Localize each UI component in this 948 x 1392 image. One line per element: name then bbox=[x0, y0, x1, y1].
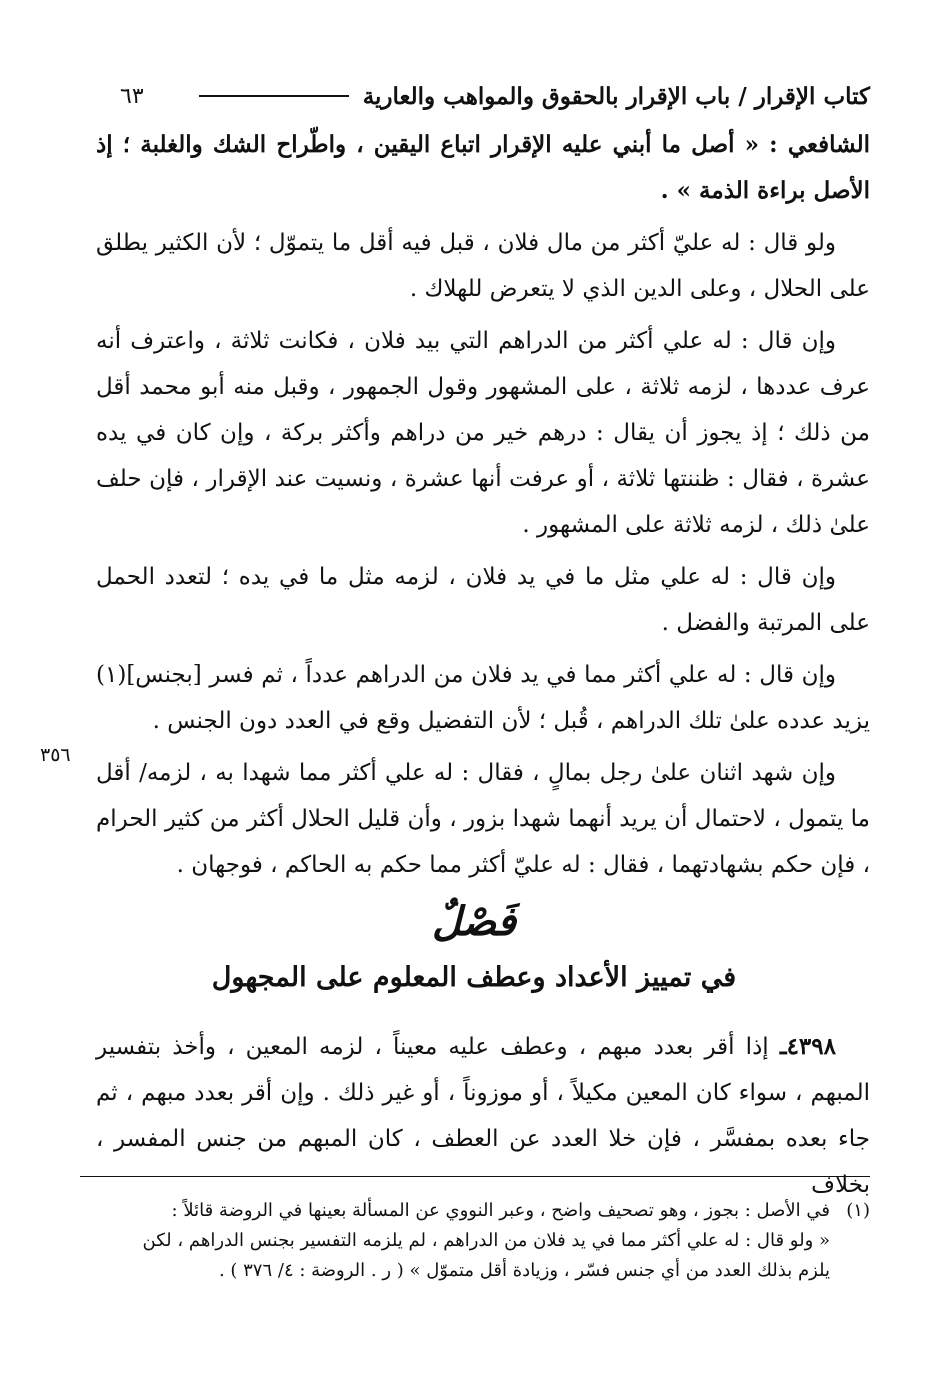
fasl-ornament: فَصْلٌ bbox=[431, 898, 517, 945]
section-text bbox=[96, 1024, 870, 1208]
paragraph-text: إذا أقر بعدد مبهم ، وعطف عليه معيناً ، لزمه المعين ، وأخذ بتفسير المبهم ، سواء كان المعين مكيلاً ، أو موزوناً ، أو غير ذلك . وإن أقر بعدد مبهم ، ثم جاء بعده بمفسَّر ، فإن خلا العدد عن العطف ، كان المبهم من جنس المفسر ، بخلاف bbox=[96, 1034, 870, 1198]
header-rule bbox=[199, 95, 349, 97]
paragraph: ولو قال : له عليّ أكثر من مال فلان ، قبل فيه أقل ما يتموّل ؛ لأن الكثير يطلق على الحلال ، وعلى الدين الذي لا يتعرض للهلاك . bbox=[96, 230, 870, 302]
footnote-line: في الأصل : بجوز ، وهو تصحيف واضح ، وعبر النووي عن المسألة بعينها في الروضة قائلاً : bbox=[171, 1200, 830, 1221]
footnote-number: (١) bbox=[846, 1200, 870, 1221]
paragraph: وإن قال : له علي مثل ما في يد فلان ، لزمه مثل ما في يده ؛ لتعدد الحمل على المرتبة والفضل . bbox=[96, 564, 870, 636]
paragraph: وإن شهد اثنان علىٰ رجل بمالٍ ، فقال : له علي أكثر مما شهدا به ، لزمه/ أقل ما يتمول ، لاحتمال أن يريد أنهما شهدا بزور ، وأن قليل الحلال أكثر من كثير الحرام ، فإن حكم بشهادتهما ، فقال : له عليّ أكثر مما حكم به الحاكم ، فوجهان . bbox=[96, 760, 870, 878]
page-number: ٦٣ bbox=[120, 83, 144, 109]
footnote-rule bbox=[80, 1176, 870, 1177]
footnote bbox=[96, 1196, 870, 1286]
paragraph: وإن قال : له علي أكثر مما في يد فلان من الدراهم عدداً ، ثم فسر [بجنس](١) يزيد عدده علىٰ تلك الدراهم ، قُبل ؛ لأن التفضيل وقع في العدد دون الجنس . bbox=[96, 662, 870, 734]
footnote-line: يلزم بذلك العدد من أي جنس فسّر ، وزيادة أقل متموّل » ( ر . الروضة : ٤/ ٣٧٦ ) . bbox=[218, 1260, 830, 1281]
header-title: كتاب الإقرار / باب الإقرار بالحقوق والمواهب والعارية bbox=[362, 82, 870, 110]
paragraph-number: ٤٣٩٨ـ bbox=[779, 1033, 836, 1060]
running-header bbox=[120, 78, 870, 114]
paragraph: الشافعي : « أصل ما أبني عليه الإقرار اتباع اليقين ، واطّراح الشك والغلبة ؛ إذ الأصل براءة الذمة » . bbox=[96, 131, 870, 204]
main-text bbox=[96, 122, 870, 894]
manuscript-folio-note: ٣٥٦ bbox=[40, 744, 71, 766]
paragraph: وإن قال : له علي أكثر من الدراهم التي بيد فلان ، فكانت ثلاثة ، واعترف أنه عرف عددها ، لزمه ثلاثة ، على المشهور وقول الجمهور ، وقبل منه أبو محمد أقل من ذلك ؛ إذ يجوز أن يقال : درهم خير من دراهم وأكثر بركة ، وإن كان في يده عشرة ، فقال : ظننتها ثلاثة ، أو عرفت أنها عشرة ، ونسيت عند الإقرار ، فإن حلف علىٰ ذلك ، لزمه ثلاثة على المشهور . bbox=[96, 328, 870, 538]
footnote-line: « ولو قال : له علي أكثر مما في يد فلان من الدراهم ، لم يلزمه التفسير بجنس الدراهم ، لكن bbox=[142, 1230, 830, 1251]
numbered-paragraph bbox=[96, 1024, 870, 1208]
section-title: في تمييز الأعداد وعطف المعلوم على المجهول bbox=[211, 962, 737, 993]
